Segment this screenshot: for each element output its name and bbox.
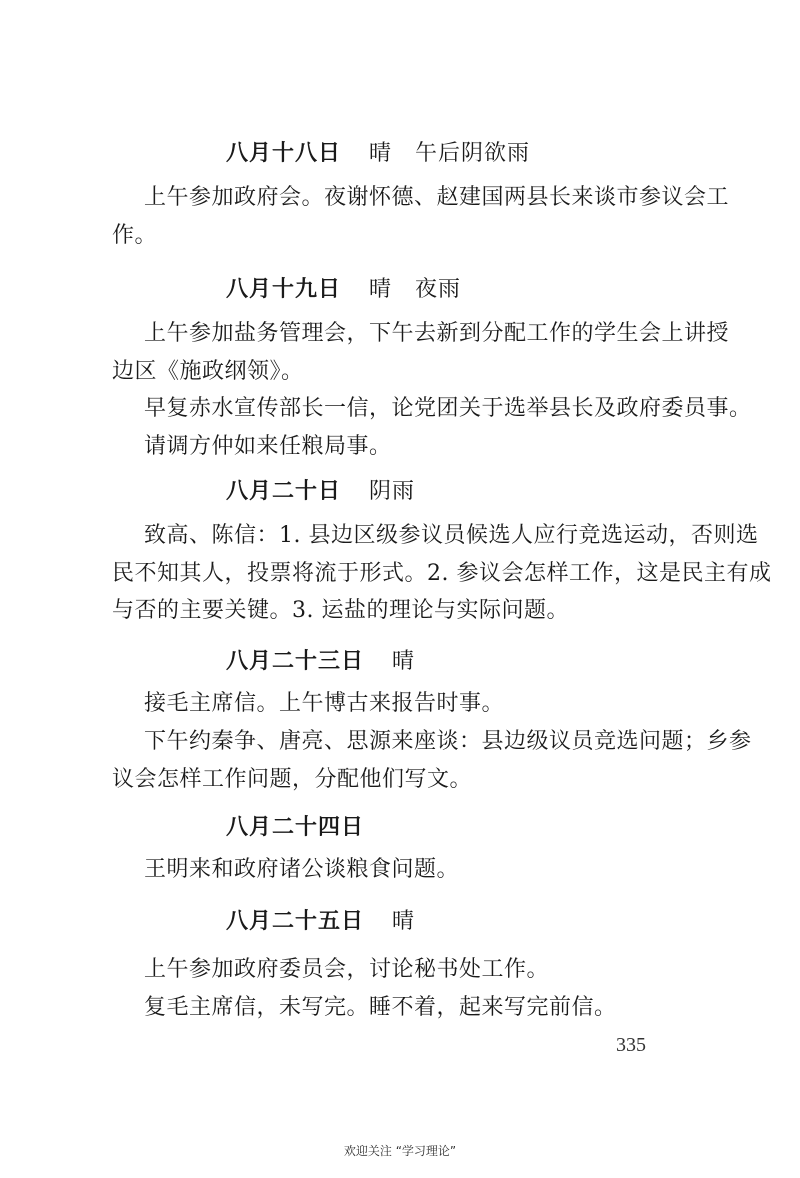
page-number: 335 [616,1034,646,1056]
entry-line: 民不知其人，投票将流于形式。2. 参议会怎样工作，这是民主有成 [112,561,772,586]
entry-date-header [226,810,392,841]
entry-date-header [226,136,530,167]
entry-line: 王明来和政府诸公谈粮食问题。 [144,857,460,882]
entry-line: 边区《施政纲领》。 [112,359,304,384]
entry-line: 早复赤水宣传部长一信，论党团关于选举县长及政府委员事。 [144,396,752,421]
entry-line: 请调方仲如来任粮局事。 [144,434,392,459]
entry-weather: 晴 夜雨 [369,277,462,302]
entry-date: 八月二十日 [226,479,342,504]
entry-line: 接毛主席信。上午博古来报告时事。 [144,691,505,716]
entry-date-header [226,474,415,505]
entry-line: 上午参加盐务管理会，下午去新到分配工作的学生会上讲授 [144,321,730,346]
entry-line: 下午约秦争、唐亮、思源来座谈：县边级议员竞选问题；乡参 [144,729,752,754]
entry-date-header [226,644,415,675]
entry-date: 八月十八日 [226,141,342,166]
entry-date: 八月二十三日 [226,649,365,674]
entry-date-header [226,904,415,935]
entry-line: 上午参加政府委员会，讨论秘书处工作。 [144,957,550,982]
entry-weather: 阴雨 [369,479,416,504]
entry-date: 八月二十五日 [226,909,365,934]
entry-line: 复毛主席信，未写完。睡不着，起来写完前信。 [144,995,617,1020]
entry-line: 议会怎样工作问题，分配他们写文。 [112,767,473,792]
entry-line: 作。 [112,223,158,248]
entry-weather: 晴 [392,649,416,674]
entry-line: 上午参加政府会。夜谢怀德、赵建国两县长来谈市参议会工 [144,185,730,210]
entry-date: 八月十九日 [226,277,342,302]
entry-date: 八月二十四日 [226,815,365,840]
entry-weather: 晴 午后阴欲雨 [369,141,531,166]
entry-weather: 晴 [392,909,416,934]
entry-line: 致高、陈信：1. 县边区级参议员候选人应行竞选运动，否则选 [144,523,759,548]
entry-date-header [226,272,461,303]
footer-note: 欢迎关注 “学习理论” [343,1144,457,1158]
entry-line: 与否的主要关键。3. 运盐的理论与实际问题。 [112,598,569,623]
